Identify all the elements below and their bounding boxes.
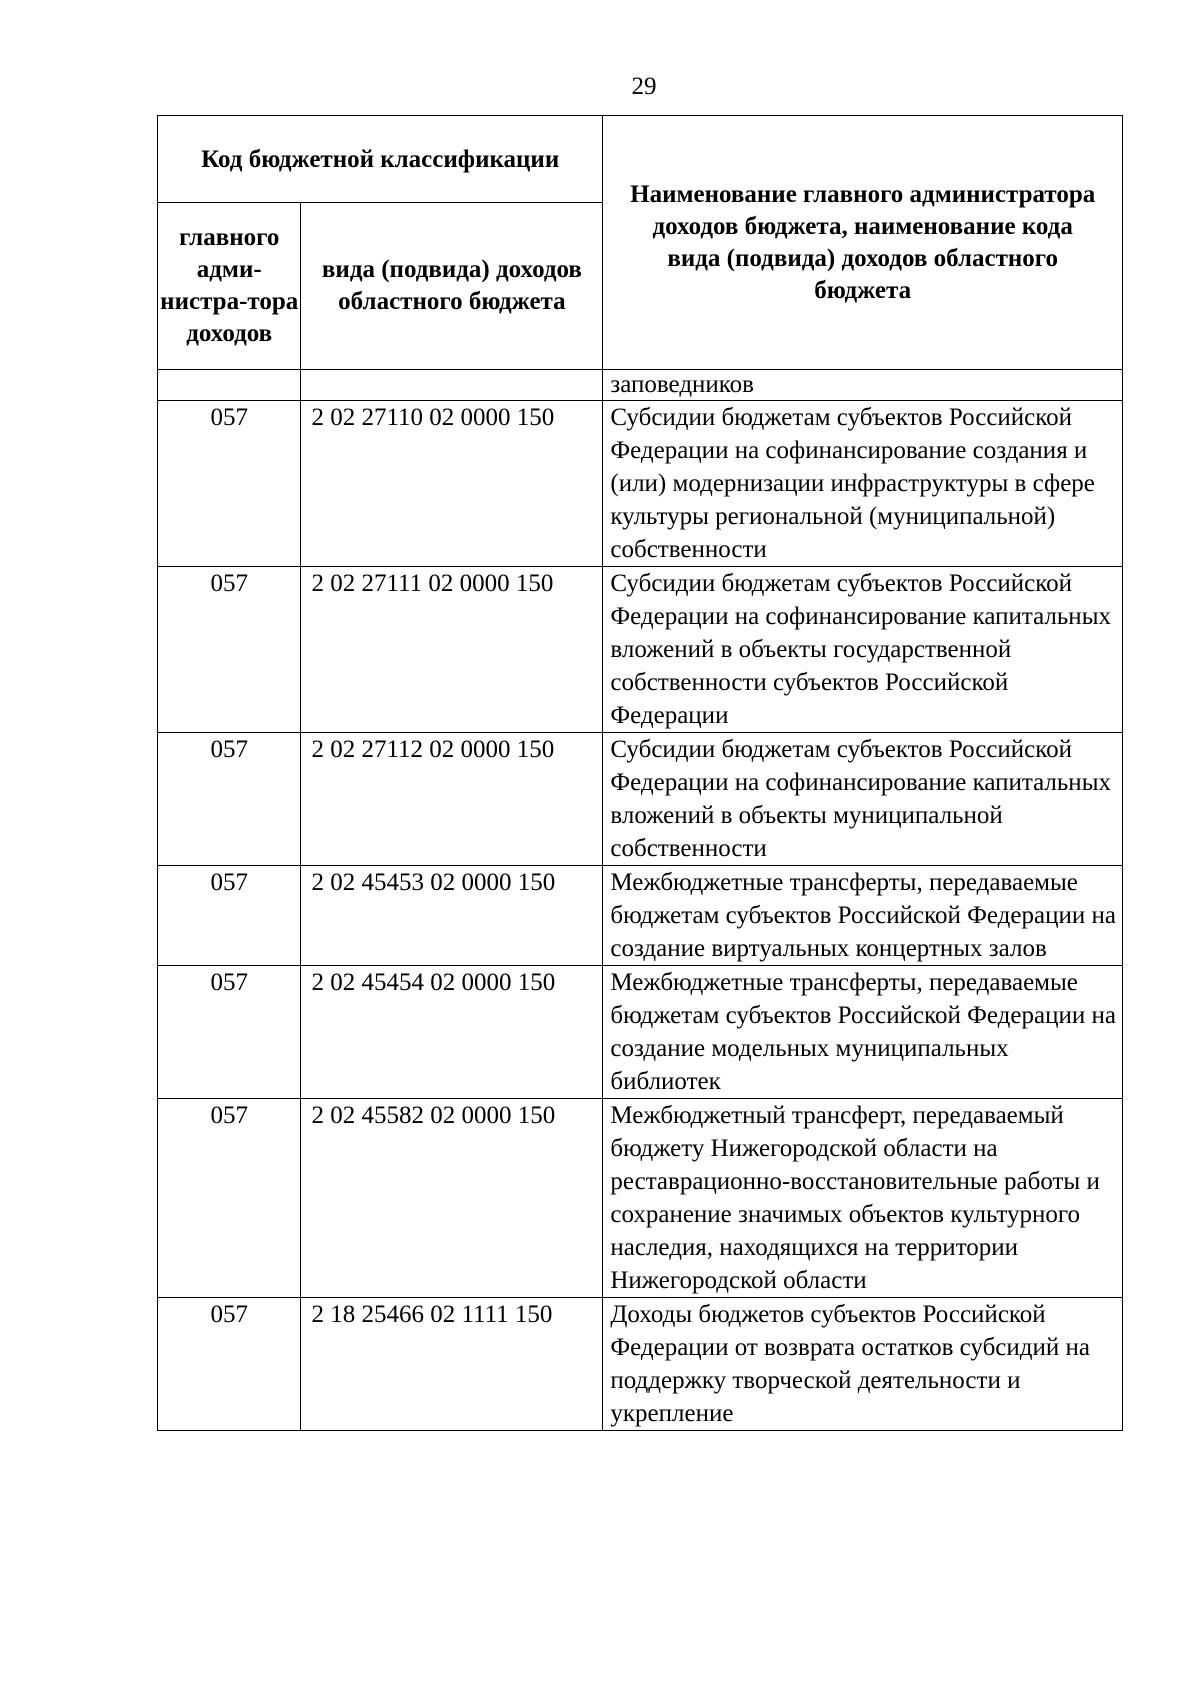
cell-kind: 2 02 45454 02 0000 150 (301, 966, 603, 1099)
table-row (158, 567, 1123, 733)
table-row (158, 733, 1123, 866)
cell-name: Субсидии бюджетам субъектов Российской Федерации на софинансирование капитальных вложений в объекты государственной собственности субъектов Российской Федерации (603, 567, 1123, 733)
cell-kind: 2 02 45453 02 0000 150 (301, 866, 603, 966)
cell-name: Доходы бюджетов субъектов Российской Федерации от возврата остатков субсидий на поддержку творческой деятельности и укрепление (603, 1298, 1123, 1431)
cell-kind: 2 02 27110 02 0000 150 (301, 401, 603, 567)
cell-kind: 2 02 45582 02 0000 150 (301, 1099, 603, 1298)
cell-kind: 2 02 27112 02 0000 150 (301, 733, 603, 866)
cell-name: Субсидии бюджетам субъектов Российской Федерации на софинансирование создания и (или) модернизации инфраструктуры в сфере культуры региональной (муниципальной) собственности (603, 401, 1123, 567)
cell-admin: 057 (158, 1099, 301, 1298)
header-admin-code: главного адми-нистра-тора доходов (158, 203, 301, 370)
cell-name: Межбюджетный трансферт, передаваемый бюджету Нижегородской области на реставрационно-восстановительные работы и сохранение значимых объектов культурного наследия, находящихся на территории Нижегородской области (603, 1099, 1123, 1298)
table-body (158, 370, 1123, 1431)
budget-classification-table (157, 115, 1123, 1431)
table-row (158, 866, 1123, 966)
cell-kind: 2 18 25466 02 1111 150 (301, 1298, 603, 1431)
table-row-continuation (158, 370, 1123, 401)
cell-kind (301, 370, 603, 401)
cell-admin: 057 (158, 1298, 301, 1431)
cell-name: заповедников (603, 370, 1123, 401)
table-row (158, 966, 1123, 1099)
cell-name: Межбюджетные трансферты, передаваемые бюджетам субъектов Российской Федерации на создание модельных муниципальных библиотек (603, 966, 1123, 1099)
cell-admin: 057 (158, 966, 301, 1099)
cell-admin: 057 (158, 567, 301, 733)
table-row (158, 401, 1123, 567)
cell-name: Межбюджетные трансферты, передаваемые бюджетам субъектов Российской Федерации на создание виртуальных концертных залов (603, 866, 1123, 966)
table-row (158, 1298, 1123, 1431)
cell-kind: 2 02 27111 02 0000 150 (301, 567, 603, 733)
header-name: Наименование главного администратора доходов бюджета, наименование кода вида (подвида) доходов областного бюджета (603, 116, 1123, 370)
table-header (158, 116, 1123, 370)
header-kind-code: вида (подвида) доходов областного бюджета (301, 203, 603, 370)
cell-admin: 057 (158, 401, 301, 567)
cell-admin (158, 370, 301, 401)
cell-admin: 057 (158, 866, 301, 966)
cell-name: Субсидии бюджетам субъектов Российской Федерации на софинансирование капитальных вложений в объекты муниципальной собственности (603, 733, 1123, 866)
table-row (158, 1099, 1123, 1298)
header-group-code-classification: Код бюджетной классификации (158, 116, 603, 203)
page-number: 29 (631, 73, 657, 100)
cell-admin: 057 (158, 733, 301, 866)
